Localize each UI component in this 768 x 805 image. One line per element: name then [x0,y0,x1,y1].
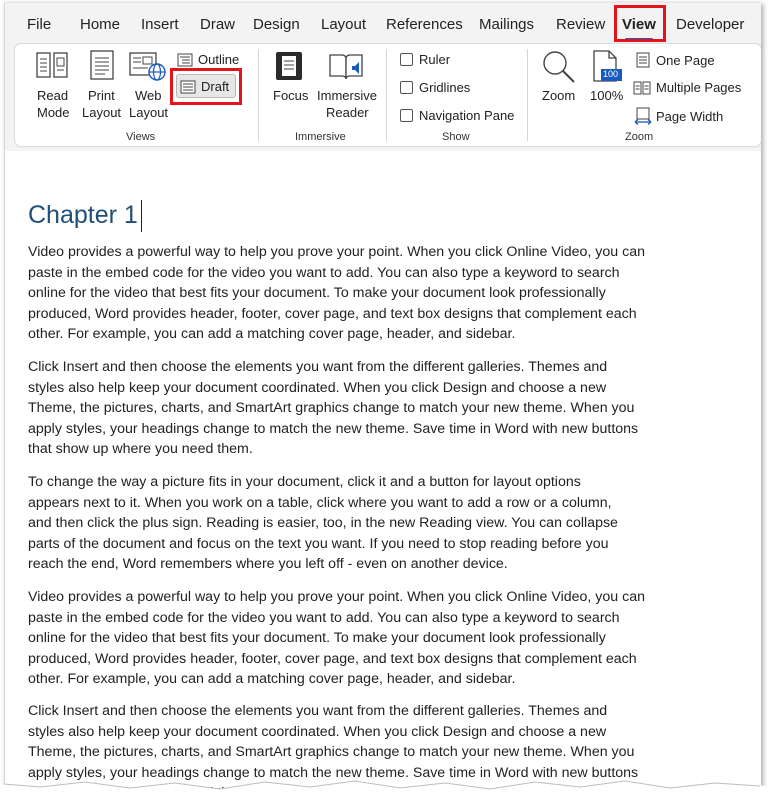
ruler-checkbox-box[interactable] [400,53,413,66]
text-line: styles also help keep your document coordinated. When you click Design and choose a new [28,379,607,396]
web-layout-icon [128,50,166,82]
zoom-group-label: Zoom [625,131,654,143]
text-line: Click Insert and then choose the elements you want from the different galleries. Themes and [28,359,608,375]
gridlines-checkbox[interactable] [400,80,470,95]
navigation-pane-label: Navigation Pane [419,108,515,123]
tab-review[interactable]: Review [556,16,606,33]
print-layout-label-2: Layout [82,105,122,120]
text-line: paste in the embed code for the video you want to add. You can also type a keyword to search [28,609,620,626]
multiple-pages-label: Multiple Pages [656,80,742,95]
tab-design[interactable]: Design [253,16,300,33]
text-line: apply styles, your headings change to match the new theme. Save time in Word with new buttons [28,764,639,781]
views-group-label: Views [126,131,156,143]
hundred-percent-label: 100% [590,88,624,103]
text-line: produced, Word provides header, footer, cover page, and text box designs that complement each [28,305,637,322]
outline-icon [177,53,193,67]
text-line: styles also help keep your document coordinated. When you click Design and choose a new [28,723,607,740]
text-line: and then click the plus sign. Reading is easier, too, in the new Reading view. You can collapse [28,515,618,532]
text-line: Click Insert and then choose the elements you want from the different galleries. Themes and [28,703,608,719]
text-line: other. For example, you can add a matching cover page, header, and sidebar. [28,326,516,343]
ruler-label: Ruler [419,52,451,67]
gridlines-checkbox-box[interactable] [400,81,413,94]
text-line: Video provides a powerful way to help you prove your point. When you click Online Video, you can [28,589,645,605]
ribbon-divider [527,49,528,141]
multiple-pages-icon [633,81,651,95]
text-line: online for the video that best fits your document. To make your document look professionally [28,630,606,647]
text-line: Theme, the pictures, charts, and SmartArt graphics change to match your new theme. When you [28,744,635,761]
show-group-label: Show [442,131,470,143]
one-page-button[interactable] [636,52,715,68]
tab-references[interactable]: References [386,16,463,33]
multiple-pages-button[interactable] [633,80,741,95]
draft-highlight-box [170,68,242,105]
immersive-reader-icon [328,51,366,83]
paragraph-1 [28,242,688,345]
paragraph-3 [28,472,688,575]
tab-insert[interactable]: Insert [141,16,179,33]
text-line: parts of the document and focus on the text you want. If you need to stop reading before you [28,535,609,552]
immersive-group-label: Immersive [295,131,346,143]
text-line: apply styles, your headings change to match the new theme. Save time in Word with new buttons [28,420,639,437]
outline-label: Outline [198,52,240,67]
read-mode-label-2: Mode [37,105,70,120]
one-page-icon [636,52,650,68]
immersive-reader-label-2: Reader [326,105,369,120]
immersive-reader-label-1: Immersive [317,88,377,103]
tab-layout[interactable]: Layout [321,16,367,33]
text-line: that show up where you need them. [28,441,253,458]
torn-edge-decoration [0,760,768,805]
web-layout-label-1: Web [135,88,162,103]
text-line: reach the end, Word remembers where you left off - even on another device. [28,556,508,573]
paragraph-2 [28,357,688,460]
read-mode-icon [35,50,69,80]
text-line: paste in the embed code for the video you want to add. You can also type a keyword to search [28,264,620,281]
text-line: online for the video that best fits your document. To make your document look professionally [28,285,606,302]
tab-developer[interactable]: Developer [676,16,745,33]
chapter-heading: Chapter 1 [28,201,138,229]
word-window [4,2,761,801]
ruler-checkbox[interactable] [400,52,450,67]
ribbon-divider [258,49,259,141]
text-line: Theme, the pictures, charts, and SmartArt graphics change to match your new theme. When you [28,400,635,417]
page-width-button[interactable] [634,107,723,125]
paragraph-4 [28,587,688,690]
read-mode-label-1: Read [37,88,69,103]
page-width-label: Page Width [656,108,724,124]
zoom-label: Zoom [542,88,576,103]
navigation-pane-checkbox-box[interactable] [400,109,413,122]
text-line: Video provides a powerful way to help you prove your point. When you click Online Video, you can [28,244,645,260]
tab-draw[interactable]: Draw [200,16,236,33]
text-line: produced, Word provides header, footer, cover page, and text box designs that complement each [28,650,637,667]
navigation-pane-checkbox[interactable] [400,108,514,123]
print-layout-icon [89,49,115,81]
text-cursor [141,200,142,232]
tab-file[interactable]: File [27,16,52,33]
outline-button[interactable] [177,52,239,67]
text-line: appears next to it. When you work on a table, click where you want to add a row or a column, [28,494,612,511]
tab-view[interactable]: View [622,16,656,33]
view-tab-highlight-box [614,5,666,42]
page-width-icon [634,107,652,125]
gridlines-label: Gridlines [419,80,471,95]
print-layout-label-1: Print [88,88,115,103]
one-page-label: One Page [656,52,715,68]
web-layout-label-2: Layout [129,105,169,120]
tab-home[interactable]: Home [80,16,121,33]
tab-mailings[interactable]: Mailings [479,16,535,33]
focus-icon [274,50,304,82]
ribbon-divider [386,49,387,141]
text-line: other. For example, you can add a matching cover page, header, and sidebar. [28,671,516,688]
text-line: To change the way a picture fits in your document, click it and a button for layout options [28,474,581,490]
focus-label: Focus [273,88,309,103]
draft-label: Draft [201,79,230,94]
hundred-badge: 100 [603,69,619,79]
magnifier-icon [541,49,577,85]
